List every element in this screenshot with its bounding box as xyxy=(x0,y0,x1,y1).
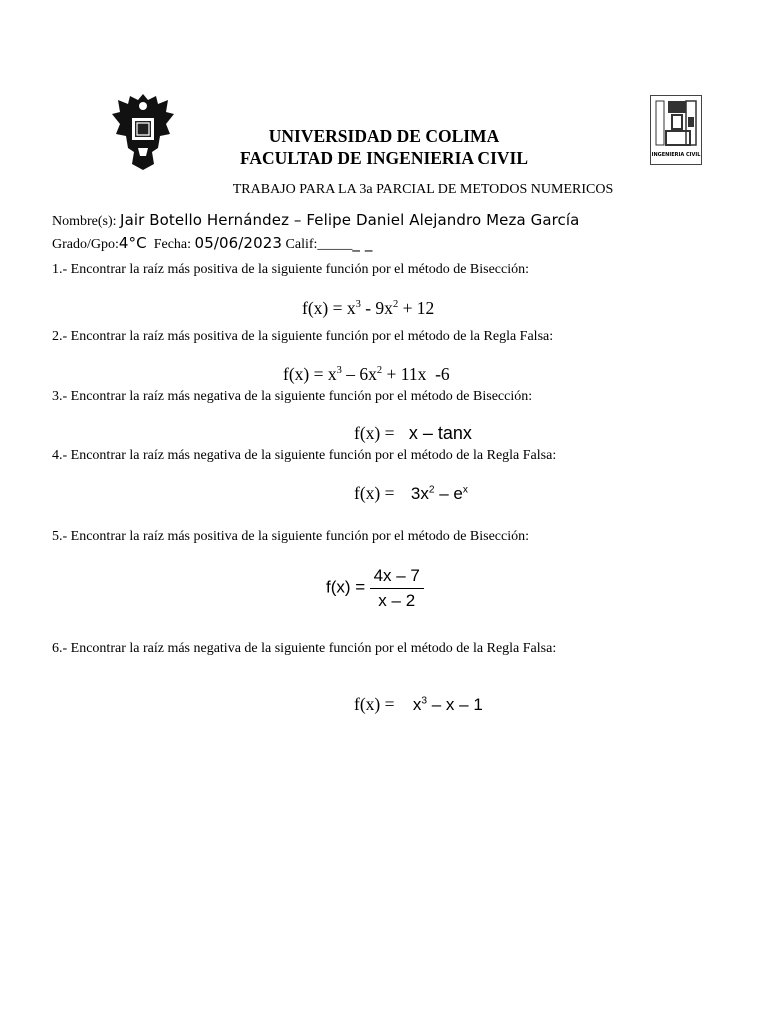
q4-exp-2: x xyxy=(462,484,468,496)
names-line xyxy=(52,211,579,230)
q1-term-b: - 9x xyxy=(360,298,393,318)
q2-exp-2: 2 xyxy=(376,365,383,377)
q1-exp-1: 3 xyxy=(355,299,361,311)
q2-exp-1: 3 xyxy=(336,365,342,377)
faculty-title: FACULTAD DE INGENIERIA CIVIL xyxy=(240,148,528,168)
q5-numerator: 4x – 7 xyxy=(370,566,424,589)
question-6-function xyxy=(354,694,483,715)
q6-lhs: f(x) = xyxy=(354,694,395,714)
question-5: 5.- Encontrar la raíz más positiva de la siguiente función por el método de Bisección: xyxy=(52,529,530,544)
q6-term-b: – x – 1 xyxy=(427,695,483,714)
calif-label: Calif:_____ xyxy=(285,237,353,252)
question-2: 2.- Encontrar la raíz más positiva de la siguiente función por el método de la Regla Falsa: xyxy=(52,329,554,344)
q1-exp-2: 2 xyxy=(392,299,399,311)
q6-exp-1: 3 xyxy=(421,695,428,707)
q3-expr: x – tanx xyxy=(408,423,472,443)
q3-lhs: f(x) = xyxy=(354,423,395,443)
grade-value: 4°C xyxy=(118,234,147,252)
assignment-subtitle-text: TRABAJO PARA LA 3a PARCIAL DE METODOS NUMERICOS xyxy=(232,182,614,197)
q4-term-b: – e xyxy=(434,484,463,503)
q4-exp-1: 2 xyxy=(428,484,435,496)
date-label: Fecha: xyxy=(153,237,192,252)
q2-term-b: – 6x xyxy=(341,364,377,384)
q4-expr xyxy=(411,484,468,503)
faculty-logo-caption: INGENIERIA CIVIL xyxy=(651,152,701,158)
q4-term-a: 3x xyxy=(410,484,429,503)
q6-term-a: x xyxy=(412,695,422,714)
q4-lhs: f(x) = xyxy=(354,483,395,503)
q5-fraction xyxy=(370,566,424,611)
date-value: 05/06/2023 xyxy=(194,234,283,252)
calif-value: _ _ xyxy=(352,234,373,252)
question-4-function xyxy=(354,483,468,504)
question-4: 4.- Encontrar la raíz más negativa de la siguiente función por el método de la Regla Falsa: xyxy=(52,448,557,463)
q2-term-a: f(x) = x xyxy=(283,364,337,384)
grade-date-line xyxy=(52,234,372,253)
q5-denominator: x – 2 xyxy=(378,591,416,610)
question-3: 3.- Encontrar la raíz más negativa de la siguiente función por el método de Bisección: xyxy=(52,389,533,404)
question-1: 1.- Encontrar la raíz más positiva de la siguiente función por el método de Bisección: xyxy=(52,262,530,277)
question-3-function xyxy=(354,423,472,444)
question-2-function xyxy=(283,364,450,385)
names-label: Nombre(s): xyxy=(52,214,117,229)
assignment-subtitle xyxy=(0,182,768,198)
question-5-function xyxy=(326,566,424,611)
q2-term-c: + 11x -6 xyxy=(382,364,450,384)
q1-term-c: + 12 xyxy=(398,298,435,318)
names-value: Jair Botello Hernández – Felipe Daniel Alejandro Meza García xyxy=(120,211,580,229)
grade-label: Grado/Gpo: xyxy=(52,237,119,252)
q6-expr xyxy=(413,695,483,714)
q5-lhs: f(x) = xyxy=(326,577,366,597)
question-6: 6.- Encontrar la raíz más negativa de la siguiente función por el método de la Regla Falsa: xyxy=(52,641,557,656)
question-1-function xyxy=(302,298,434,319)
q1-term-a: f(x) = x xyxy=(302,298,356,318)
university-title: UNIVERSIDAD DE COLIMA xyxy=(268,126,500,146)
